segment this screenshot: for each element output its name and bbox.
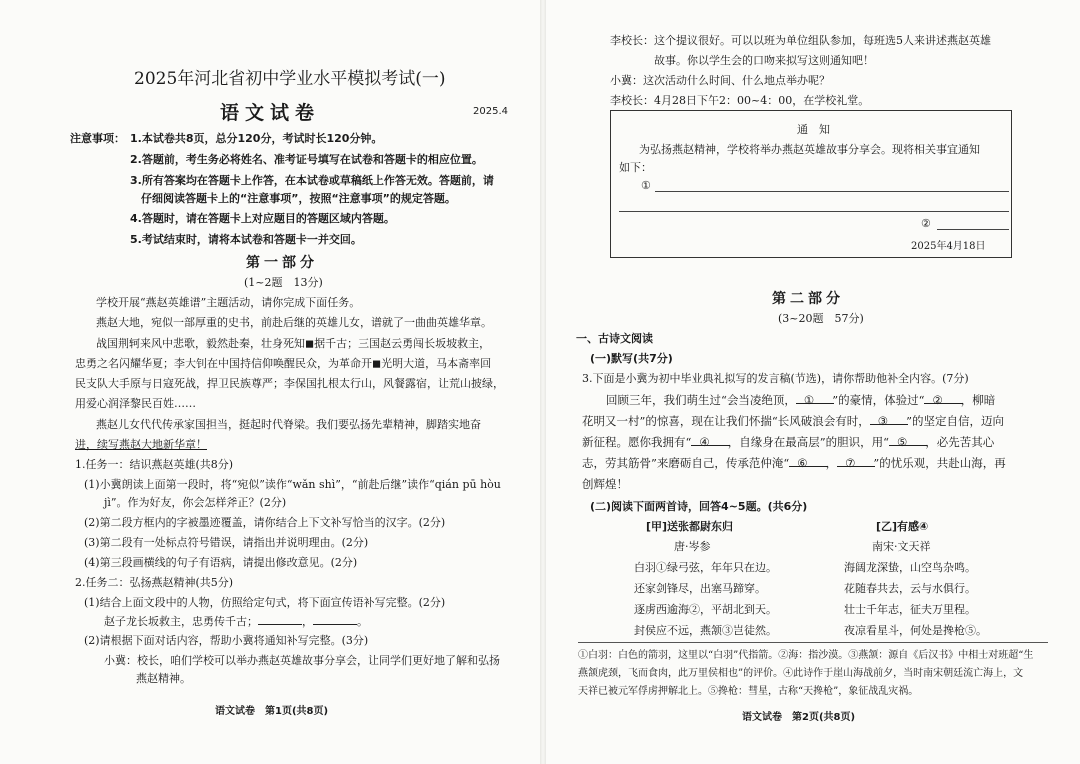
answer-blank	[258, 615, 302, 625]
passage-2: 战国荆轲来风中悲歌，毅然赴秦，壮身死知◼据千古；三国赵云勇闯长坂坡救主，	[96, 337, 491, 350]
task2-q2: (2)请根据下面对话内容，帮助小冀将通知补写完整。(3分)	[84, 634, 369, 647]
blank-number: ⑦	[845, 456, 856, 470]
blank-number: ③	[877, 414, 889, 428]
poem2-line-1: 海阔龙深蛰，山空鸟杂鸣。	[844, 561, 976, 574]
passage-5: 用爱心润泽黎民百姓……	[75, 397, 196, 410]
q3-text: ，	[825, 456, 838, 470]
passage-3: 忠勇之名闪耀华夏；李大钊在中国持信仰唤醒民众，为革命开◼光明大道，马本斋率回	[75, 357, 492, 370]
poem1-author: 唐·岑参	[674, 540, 711, 553]
answer-blank	[796, 394, 834, 404]
notice-body-2: 如下：	[619, 161, 652, 174]
note-3: 3.所有答案均在答题卡上作答，在本试卷或草稿纸上作答无效。答题前，请	[130, 174, 494, 187]
dialog-3: 小冀：这次活动什么时间、什么地点举办呢？	[610, 74, 830, 87]
q3-text: ”的坚定自信，迈向	[906, 414, 1004, 428]
notes-label: 注意事项：	[70, 132, 125, 145]
poem2-line-4: 夜凉看星斗，何处是搀枪⑤。	[844, 624, 987, 637]
exam-title: 2025年河北省初中学业水平模拟考试(一)	[134, 69, 446, 89]
poem1-title: [甲]送张都尉东归	[646, 520, 734, 533]
poem1-line-2: 还家剑锋尽，出塞马蹄穿。	[634, 582, 766, 595]
part2-range: (3~20题 57分)	[778, 312, 864, 325]
page-footer: 语文试卷 第2页(共8页)	[742, 712, 856, 723]
note-2: 2.答题前，考生务必将姓名、准考证号填写在试卷和答题卡的相应位置。	[130, 153, 483, 166]
sub-poems: (二)阅读下面两首诗，回答4~5题。(共6分)	[590, 500, 808, 513]
q3-line-4	[582, 455, 1006, 471]
sub-dictation: (一)默写(共7分)	[590, 352, 673, 365]
answer-blank	[313, 615, 357, 625]
footnote-1: ①白羽：白色的箭羽，这里以“白羽”代指箭。②海：指沙漠。③燕颔：源自《后汉书》中相士对班超“生	[578, 650, 1034, 661]
passage-1: 燕赵大地，宛似一部厚重的史书，前赴后继的英雄儿女，谱就了一曲曲英雄华章。	[96, 316, 492, 329]
notice-marker-1: ①	[641, 179, 651, 192]
section-classical: 一、古诗文阅读	[576, 332, 653, 345]
q3-line-3	[582, 434, 994, 450]
answer-blank	[924, 394, 962, 404]
page-footer: 语文试卷 第1页(共8页)	[215, 706, 329, 717]
notice-answer-line	[655, 191, 1009, 192]
page-2	[546, 0, 1080, 764]
task1-q1b: jì”。作为好友，你会怎样斧正？(2分)	[104, 496, 287, 509]
notice-marker-2: ②	[921, 217, 931, 230]
notice-box	[610, 110, 1012, 258]
q3-text: ，自缘身在最高层”的胆识，用“	[727, 435, 889, 449]
passage-6: 燕赵儿女代代传承家国担当，挺起时代脊梁。我们要弘扬先辈精神，脚踏实地奋	[96, 418, 481, 431]
passage-4: 民支队大手原与日寇死战，捍卫民族尊严；李保国扎根太行山，风餐露宿，让荒山披绿，	[75, 377, 504, 390]
q3-text: ”的忧乐观，共赴山海，再	[873, 456, 1006, 470]
poem1-line-1: 白羽①绿弓弦，年年只在边。	[634, 561, 777, 574]
notes-divider	[578, 642, 1048, 643]
blank-number: ①	[803, 393, 815, 407]
footnote-2: 燕颔虎颈，飞而食肉，此万里侯相也”的评价。④此诗作于崖山海战前夕，当时南宋朝廷流亡海上，文	[578, 668, 1024, 679]
answer-blank	[789, 457, 827, 467]
task1-q3: (3)第二段有一处标点符号错误，请指出并说明理由。(2分)	[84, 536, 369, 549]
q3-line-1	[606, 392, 995, 408]
footnote-3: 天祥已被元军俘虏押解北上。⑤搀枪：彗星，古称“天搀枪”，象征战乱灾祸。	[578, 686, 919, 697]
notice-date: 2025年4月18日	[911, 241, 986, 252]
note-3b: 仔细阅读答题卡上的“注意事项”，按照“注意事项”的规定答题。	[141, 192, 456, 205]
poem2-author: 南宋·文天祥	[872, 540, 931, 553]
q3-text: ，必先苦其心	[925, 435, 995, 449]
task2-title: 2.任务二：弘扬燕赵精神(共5分)	[75, 576, 234, 589]
task1-q2: (2)第二段方框内的字被墨迹覆盖，请你结合上下文补写恰当的汉字。(2分)	[84, 516, 446, 529]
answer-blank	[837, 457, 875, 467]
note-4: 4.答题时，请在答题卡上对应题目的答题区域内答题。	[130, 212, 395, 225]
dialog-1: 李校长：这个提议很好。可以以班为单位组队参加，每班选5人来讲述燕赵英雄	[610, 34, 991, 47]
blank-number: ⑤	[896, 435, 908, 449]
poem1-line-4: 封侯应不远，燕颔③岂徒然。	[634, 624, 777, 637]
task2-q1-text: 赵子龙长坂救主，忠勇传千古；	[104, 615, 258, 628]
task2-dialog-2: 燕赵精神。	[136, 672, 191, 685]
intro: 学校开展“燕赵英雄谱”主题活动，请你完成下面任务。	[96, 296, 361, 309]
task1-q4: (4)第三段画横线的句子有语病，请提出修改意见。(2分)	[84, 556, 358, 569]
note-5: 5.考试结束时，请将本试卷和答题卡一并交回。	[130, 233, 362, 246]
q3-stem: 3.下面是小冀为初中毕业典礼拟写的发言稿(节选)，请你帮助他补全内容。(7分)	[582, 372, 969, 385]
poem2-line-2: 花随春共去，云与水俱行。	[844, 582, 976, 595]
poem2-title: [乙]有感④	[876, 520, 929, 533]
passage-7: 进，续写燕赵大地新华章！	[75, 438, 207, 451]
part1-range: (1~2题 13分)	[244, 276, 323, 289]
notice-body-1: 为弘扬燕赵精神，学校将举办燕赵英雄故事分享会。现将相关事宜通知	[639, 143, 980, 156]
task2-q1: (1)结合上面文段中的人物，仿照给定句式，将下面宣传语补写完整。(2分)	[84, 596, 446, 609]
q3-text: 花明又一村”的惊喜，现在让我们怀揣“长风破浪会有时，	[582, 414, 870, 428]
dialog-4: 李校长：4月28日下午2：00~4：00，在学校礼堂。	[610, 94, 870, 107]
part1-title: 第一部分	[246, 255, 318, 271]
q3-line-2	[582, 413, 1004, 429]
task2-dialog-1: 小冀：校长，咱们学校可以举办燕赵英雄故事分享会，让同学们更好地了解和弘扬	[104, 654, 500, 667]
dialog-2: 故事。你以学生会的口吻来拟写这则通知吧！	[654, 54, 874, 67]
notice-answer-line	[937, 229, 1009, 230]
poem2-line-3: 壮士千年志，征夫万里程。	[844, 603, 976, 616]
exam-date: 2025.4	[473, 106, 508, 117]
q3-text: ”的豪情，体验过“	[832, 393, 925, 407]
answer-blank	[870, 415, 908, 425]
note-1: 1.本试卷共8页，总分120分，考试时长120分钟。	[130, 132, 383, 145]
task2-q1-line: 赵子龙长坂救主，忠勇传千古； ， 。	[104, 615, 368, 628]
q3-text: 新征程。愿你我拥有“	[582, 435, 692, 449]
answer-blank	[691, 436, 729, 446]
exam-subtitle: 语文试卷	[220, 102, 321, 124]
poem1-line-3: 逐虏西逾海②，平胡北到天。	[634, 603, 777, 616]
q3-line-5: 创辉煌！	[582, 477, 628, 491]
q3-text: 志，劳其筋骨”来磨砺自己，传承范仲淹“	[582, 456, 790, 470]
task1-q1a: (1)小冀朗读上面第一段时，将“宛似”读作“wǎn shì”，“前赴后继”读作“qián pū hòu	[84, 478, 501, 491]
q3-text: ，柳暗	[960, 393, 996, 407]
part2-title: 第二部分	[772, 291, 844, 307]
blank-number: ④	[699, 435, 710, 449]
notice-title: 通 知	[797, 123, 830, 136]
blank-number: ②	[932, 393, 943, 407]
task1-title: 1.任务一：结识燕赵英雄(共8分)	[75, 458, 234, 471]
notice-answer-line	[619, 211, 1009, 212]
answer-blank	[889, 436, 927, 446]
blank-number: ⑥	[797, 456, 808, 470]
q3-text: 回顾三年，我们萌生过“会当凌绝顶，	[606, 393, 796, 407]
